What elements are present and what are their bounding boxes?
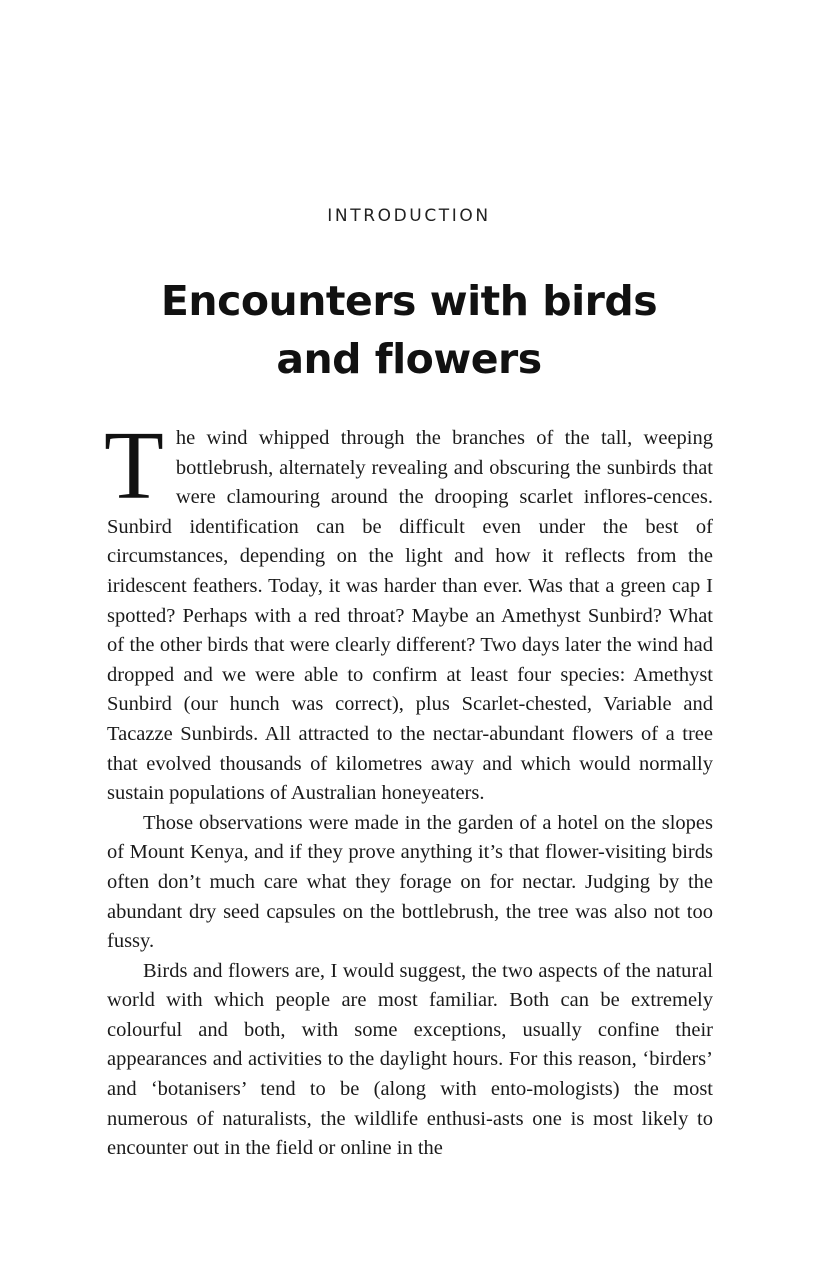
chapter-title-line-1: Encounters with birds [160, 277, 658, 325]
chapter-label: INTRODUCTION [327, 206, 491, 226]
paragraph-1-text: he wind whipped through the branches of the tall, weeping bottlebrush, alternately revealing and obscuring the sunbirds that were clamouring around the drooping scarlet inflores-cences. Sunbird identification can be difficult even under the best of circumstances, depending on the light and how it reflects from the iridescent feathers. Today, it was harder than ever. Was that a green cap I spotted? Perhaps with a red throat? Maybe an Amethyst Sunbird? What of the other birds that were clearly different? Two days later the wind had dropped and we were able to confirm at least four species: Amethyst Sunbird (our hunch was correct), plus Scarlet-chested, Variable and Tacazze Sunbirds. All attracted to the nectar-abundant flowers of a tree that evolved thousands of kilometres away and which would normally sustain populations of Australian honeyeaters. [107, 427, 713, 805]
chapter-title-line-2: and flowers [276, 335, 542, 383]
paragraph-2: Those observations were made in the garden of a hotel on the slopes of Mount Kenya, and if they prove anything it’s that flower-visiting birds often don’t much care what they forage on for nectar. Judging by the abundant dry seed capsules on the bottlebrush, the tree was also not too fussy. [107, 811, 713, 953]
paragraph-1 [104, 412, 713, 809]
drop-cap: T [104, 412, 164, 520]
chapter-title [0, 272, 818, 388]
body-text [104, 412, 713, 1164]
paragraph-3: Birds and flowers are, I would suggest, the two aspects of the natural world with which people are most familiar. Both can be extremely colourful and both, with some exceptions, usually confine their appearances and activities to the daylight hours. For this reason, ‘birders’ and ‘botanisers’ tend to be (along with ento-mologists) the most numerous of naturalists, the wildlife enthusi-asts one is most likely to encounter out in the field or online in the [107, 959, 713, 1160]
